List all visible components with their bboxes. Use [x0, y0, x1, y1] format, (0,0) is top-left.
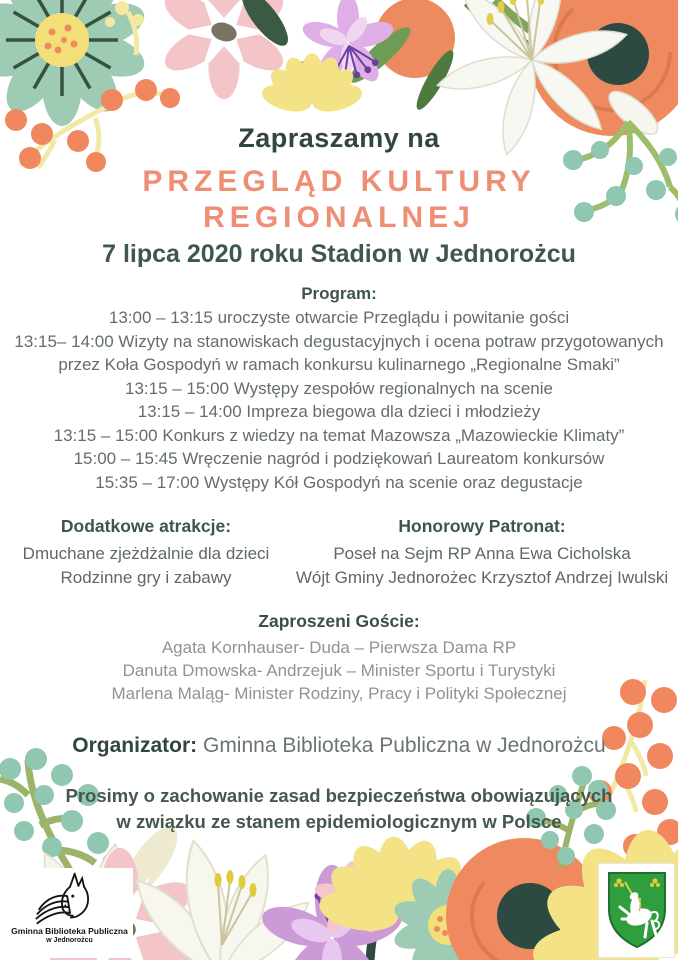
safety-notice: Prosimy o zachowanie zasad bezpieczeństwa obowiązujących w związku ze stanem epidemiologicznym w Polsce: [65, 785, 613, 832]
program-item: 13:15– 14:00 Wizyty na stanowiskach degustacyjnych i ocena potraw przygotowanych przez Koła Gospodyń w ramach konkursu kulinarnego „Regionalne Smaki”: [14, 331, 664, 374]
attraction-item: Rodzinne gry i zabawy: [60, 568, 232, 587]
program-item: 15:35 – 17:00 Występy Kół Gospodyń na scenie oraz degustacje: [95, 472, 583, 492]
program-heading: Program:: [301, 284, 377, 303]
organizer-line: [0, 734, 678, 758]
guests-heading: Zaproszeni Goście:: [258, 611, 420, 631]
patronage-section: [292, 516, 678, 590]
library-logo: [6, 868, 133, 958]
program-item: 15:00 – 15:45 Wręczenie nagród i podziękowań Laureatom konkursów: [73, 449, 605, 468]
program-item: 13:15 – 15:00 Występy zespołów regionalnych na scenie: [125, 378, 553, 398]
program-item: 13:15 – 14:00 Impreza biegowa dla dzieci i młodzieży: [137, 402, 541, 421]
attractions-heading: Dodatkowe atrakcje:: [60, 516, 232, 536]
guests-list: [0, 636, 678, 705]
date-location: 7 lipca 2020 roku Stadion w Jednorożcu: [102, 240, 576, 268]
guest-item: Agata Kornhauser- Duda – Pierwsza Dama RP: [161, 638, 517, 657]
intro-text: Zapraszamy na: [238, 123, 440, 153]
coat-of-arms: [598, 863, 675, 958]
program-item: 13:15 – 15:00 Konkurs z wiedzy na temat Mazowsza „Mazowieckie Klimaty”: [53, 425, 625, 445]
jednorozec-coat-of-arms-icon: [605, 869, 669, 953]
patronage-item: Poseł na Sejm RP Anna Ewa Cicholska: [333, 544, 631, 563]
library-logo-line1: Gminna Biblioteka Publiczna: [11, 926, 128, 936]
attraction-item: Dmuchane zjeżdżalnie dla dzieci: [22, 544, 270, 563]
organizer-label: Organizator:: [72, 734, 198, 757]
guest-item: Marlena Maląg- Minister Rodziny, Pracy i Polityki Społecznej: [111, 684, 567, 703]
poster-title-line1: PRZEGLĄD KULTURY: [142, 165, 536, 198]
program-item: 13:00 – 13:15 uroczyste otwarcie Przeglądu i powitanie gości: [108, 308, 570, 327]
guest-item: Danuta Dmowska- Andrzejuk – Minister Sportu i Turystyki: [122, 661, 556, 680]
organizer-value: Gminna Biblioteka Publiczna w Jednorożcu: [202, 734, 606, 757]
library-logo-line2: w Jednorożcu: [46, 937, 93, 944]
two-column-section: [0, 516, 678, 590]
patronage-item: Wójt Gminy Jednorożec Krzysztof Andrzej Iwulski: [295, 568, 669, 587]
attractions-section: [0, 516, 292, 590]
unicorn-book-logo-icon: [27, 870, 113, 926]
teal-daisy-icon: [0, 0, 150, 126]
program-list: [0, 306, 678, 494]
patronage-heading: Honorowy Patronat:: [398, 516, 566, 536]
poster-title-line2: REGIONALNEJ: [203, 201, 475, 234]
